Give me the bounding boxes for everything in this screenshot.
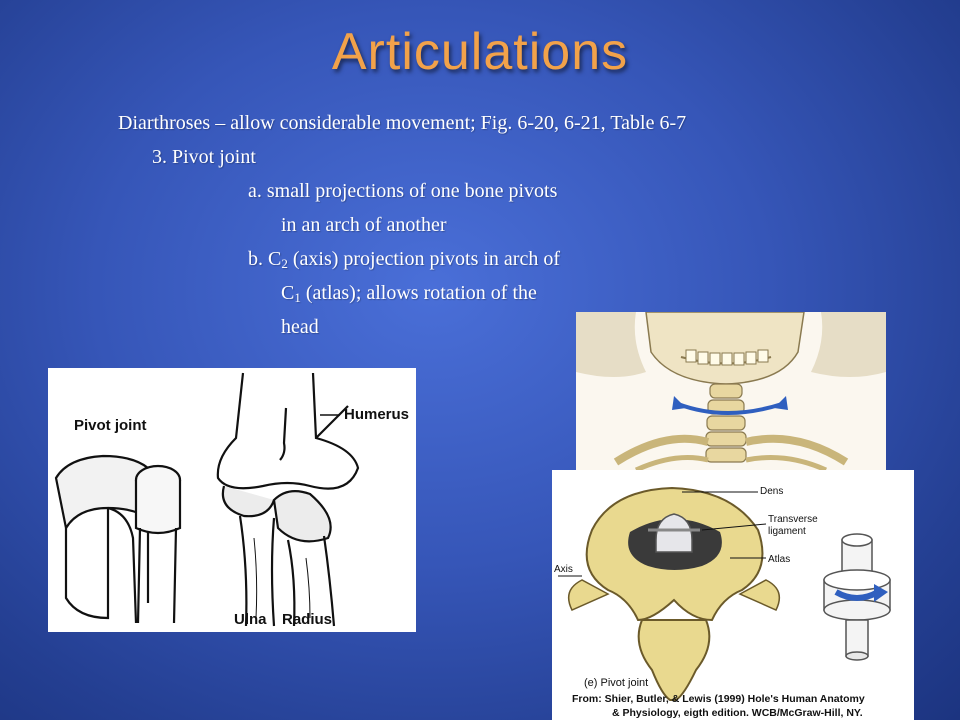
sub-item-a-line1: a. small projections of one bone pivots xyxy=(248,180,558,202)
figure-neck-rotation xyxy=(576,312,886,470)
citation-line2: & Physiology, eigth edition. WCB/McGraw-Hill, NY. xyxy=(612,707,863,719)
sub-item-b-line3: head xyxy=(281,316,319,338)
sub-b-subscript-1: 1 xyxy=(294,290,301,305)
sub-b-prefix: b. C xyxy=(248,248,282,270)
label-axis: Axis xyxy=(554,564,573,575)
figure-atlas-axis xyxy=(552,470,914,720)
sub-b-subscript-2: 2 xyxy=(281,256,288,271)
neck-rotation-drawing xyxy=(576,312,886,470)
atlas-axis-drawing xyxy=(552,470,914,720)
heading-line: Diarthroses – allow considerable movement; Fig. 6-20, 6-21, Table 6-7 xyxy=(118,112,687,134)
label-pivot-joint: Pivot joint xyxy=(74,417,147,434)
sub-item-b-line2 xyxy=(281,282,537,306)
sub-item-b-line1 xyxy=(248,248,560,272)
label-humerus: Humerus xyxy=(344,406,410,423)
sub-item-a-line2: in an arch of another xyxy=(281,214,447,236)
label-ligament: ligament xyxy=(768,526,806,537)
citation-line1: From: Shier, Butler, & Lewis (1999) Hole's Human Anatomy xyxy=(572,693,865,705)
slide-title: Articulations xyxy=(331,23,629,81)
sub-b2-rest: (atlas); allows rotation of the xyxy=(300,282,537,304)
caption-pivot-joint: (e) Pivot joint xyxy=(584,677,649,689)
label-atlas: Atlas xyxy=(768,554,791,565)
item-pivot-joint: 3. Pivot joint xyxy=(152,146,256,168)
sub-b2-prefix: C xyxy=(281,282,295,304)
label-ulna: Ulna xyxy=(234,611,267,628)
sub-b-rest: (axis) projection pivots in arch of xyxy=(287,248,560,270)
figure-elbow-pivot xyxy=(48,368,416,632)
label-dens: Dens xyxy=(760,486,784,497)
label-transverse: Transverse xyxy=(768,514,818,525)
label-radius: Radius xyxy=(282,611,333,628)
elbow-pivot-drawing xyxy=(48,368,416,632)
